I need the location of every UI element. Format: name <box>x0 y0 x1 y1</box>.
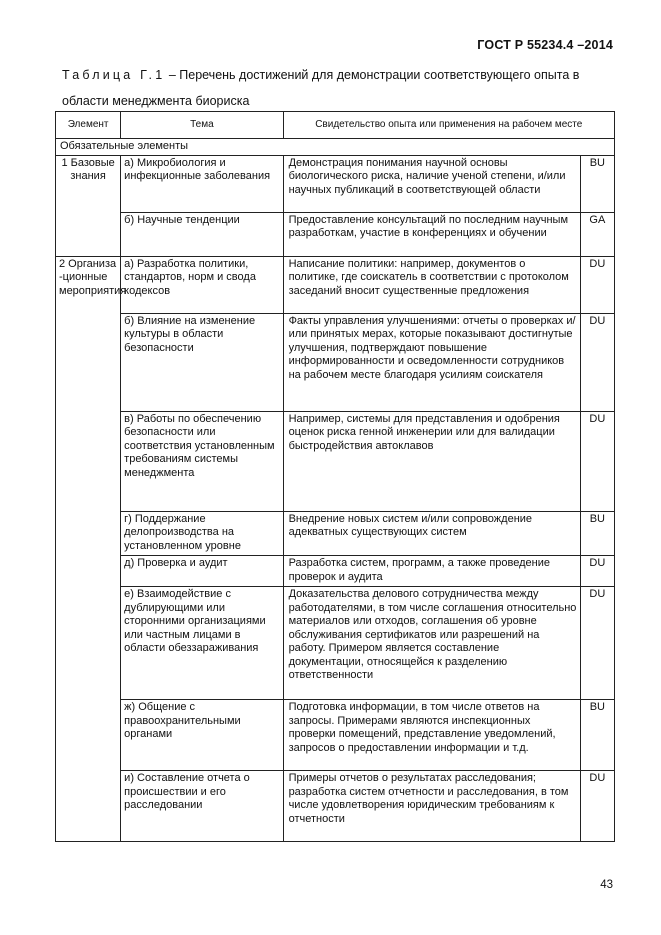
table-caption <box>62 62 615 114</box>
table-row <box>56 700 615 771</box>
evidence-cell: Подготовка информации, в том числе ответов на запросы. Примерами являются инспекционных проверки помещений, представление уведомлений, запросов о предоставлении информации и т.д. <box>283 700 580 771</box>
code-cell: BU <box>580 700 614 771</box>
evidence-cell: Внедрение новых систем и/или сопровождение адекватных существующих систем <box>283 511 580 556</box>
table-row <box>56 256 615 313</box>
column-header-evidence: Свидетельство опыта или применения на рабочем месте <box>283 112 614 139</box>
topic-cell: б) Влияние на изменение культуры в области безопасности <box>121 313 283 411</box>
code-cell: GA <box>580 212 614 256</box>
column-header-element: Элемент <box>56 112 121 139</box>
topic-cell: б) Научные тенденции <box>121 212 283 256</box>
element-cell: 2 Организа -ционные мероприятия <box>56 256 121 842</box>
table-row <box>56 556 615 587</box>
table-header-row <box>56 112 615 139</box>
section-row <box>56 139 615 156</box>
column-header-topic: Тема <box>121 112 283 139</box>
code-cell: DU <box>580 411 614 511</box>
topic-cell: и) Составление отчета о происшествии и его расследовании <box>121 771 283 842</box>
evidence-cell: Примеры отчетов о результатах расследования; разработка систем отчетности и расследования, в том числе удовлетворения юридическим требованиям к отчетности <box>283 771 580 842</box>
table-row <box>56 411 615 511</box>
code-cell: DU <box>580 256 614 313</box>
evidence-cell: Написание политики: например, документов о политике, где соискатель в соответствии с протоколом заседаний вносит существенные предложения <box>283 256 580 313</box>
table-row <box>56 313 615 411</box>
code-cell: DU <box>580 771 614 842</box>
achievements-table <box>55 111 615 842</box>
standard-number: ГОСТ Р 55234.4 –2014 <box>477 38 613 52</box>
topic-cell: а) Разработка политики, стандартов, норм и свода кодексов <box>121 256 283 313</box>
code-cell: DU <box>580 313 614 411</box>
topic-cell: е) Взаимодействие с дублирующими или сторонними организациями или частным лицами в области обеззараживания <box>121 587 283 700</box>
table-row <box>56 771 615 842</box>
evidence-cell: Доказательства делового сотрудничества между работодателями, в том числе соглашения относительно материалов или отходов, соглашения об уровне обслуживания сертификатов или разрешений на работу. Примером является составление документации, относящейся к разделению ответственности <box>283 587 580 700</box>
evidence-cell: Факты управления улучшениями: отчеты о проверках и/или принятых мерах, которые показывают достигнутые улучшения, подтверждают повышение информированности и осведомленности сотрудников на рабочем месте благодаря усилиям соискателя <box>283 313 580 411</box>
table-row <box>56 155 615 212</box>
topic-cell: г) Поддержание делопроизводства на установленном уровне <box>121 511 283 556</box>
topic-cell: в) Работы по обеспечению безопасности или соответствия установленным требованиям системы менеджмента <box>121 411 283 511</box>
page-number: 43 <box>600 879 613 891</box>
code-cell: DU <box>580 556 614 587</box>
evidence-cell: Предоставление консультаций по последним научным разработкам, участие в конференциях и обучении <box>283 212 580 256</box>
table-row <box>56 212 615 256</box>
table-caption-text: – Перечень достижений для демонстрации соответствующего опыта в области менеджмента биориска <box>62 68 580 108</box>
topic-cell: а) Микробиология и инфекционные заболевания <box>121 155 283 212</box>
topic-cell: ж) Общение с правоохранительными органами <box>121 700 283 771</box>
table-row <box>56 587 615 700</box>
code-cell: DU <box>580 587 614 700</box>
code-cell: BU <box>580 511 614 556</box>
element-cell: 1 Базовые знания <box>56 155 121 256</box>
evidence-cell: Демонстрация понимания научной основы биологического риска, наличие ученой степени, и/или научных публикаций в соответствующей области <box>283 155 580 212</box>
topic-cell: д) Проверка и аудит <box>121 556 283 587</box>
table-row <box>56 511 615 556</box>
section-title: Обязательные элементы <box>56 139 615 156</box>
evidence-cell: Разработка систем, программ, а также проведение проверок и аудита <box>283 556 580 587</box>
evidence-cell: Например, системы для представления и одобрения оценок риска генной инженерии или для валидации быстродействия автоклавов <box>283 411 580 511</box>
code-cell: BU <box>580 155 614 212</box>
table-caption-label: Таблица Г.1 <box>62 68 166 82</box>
